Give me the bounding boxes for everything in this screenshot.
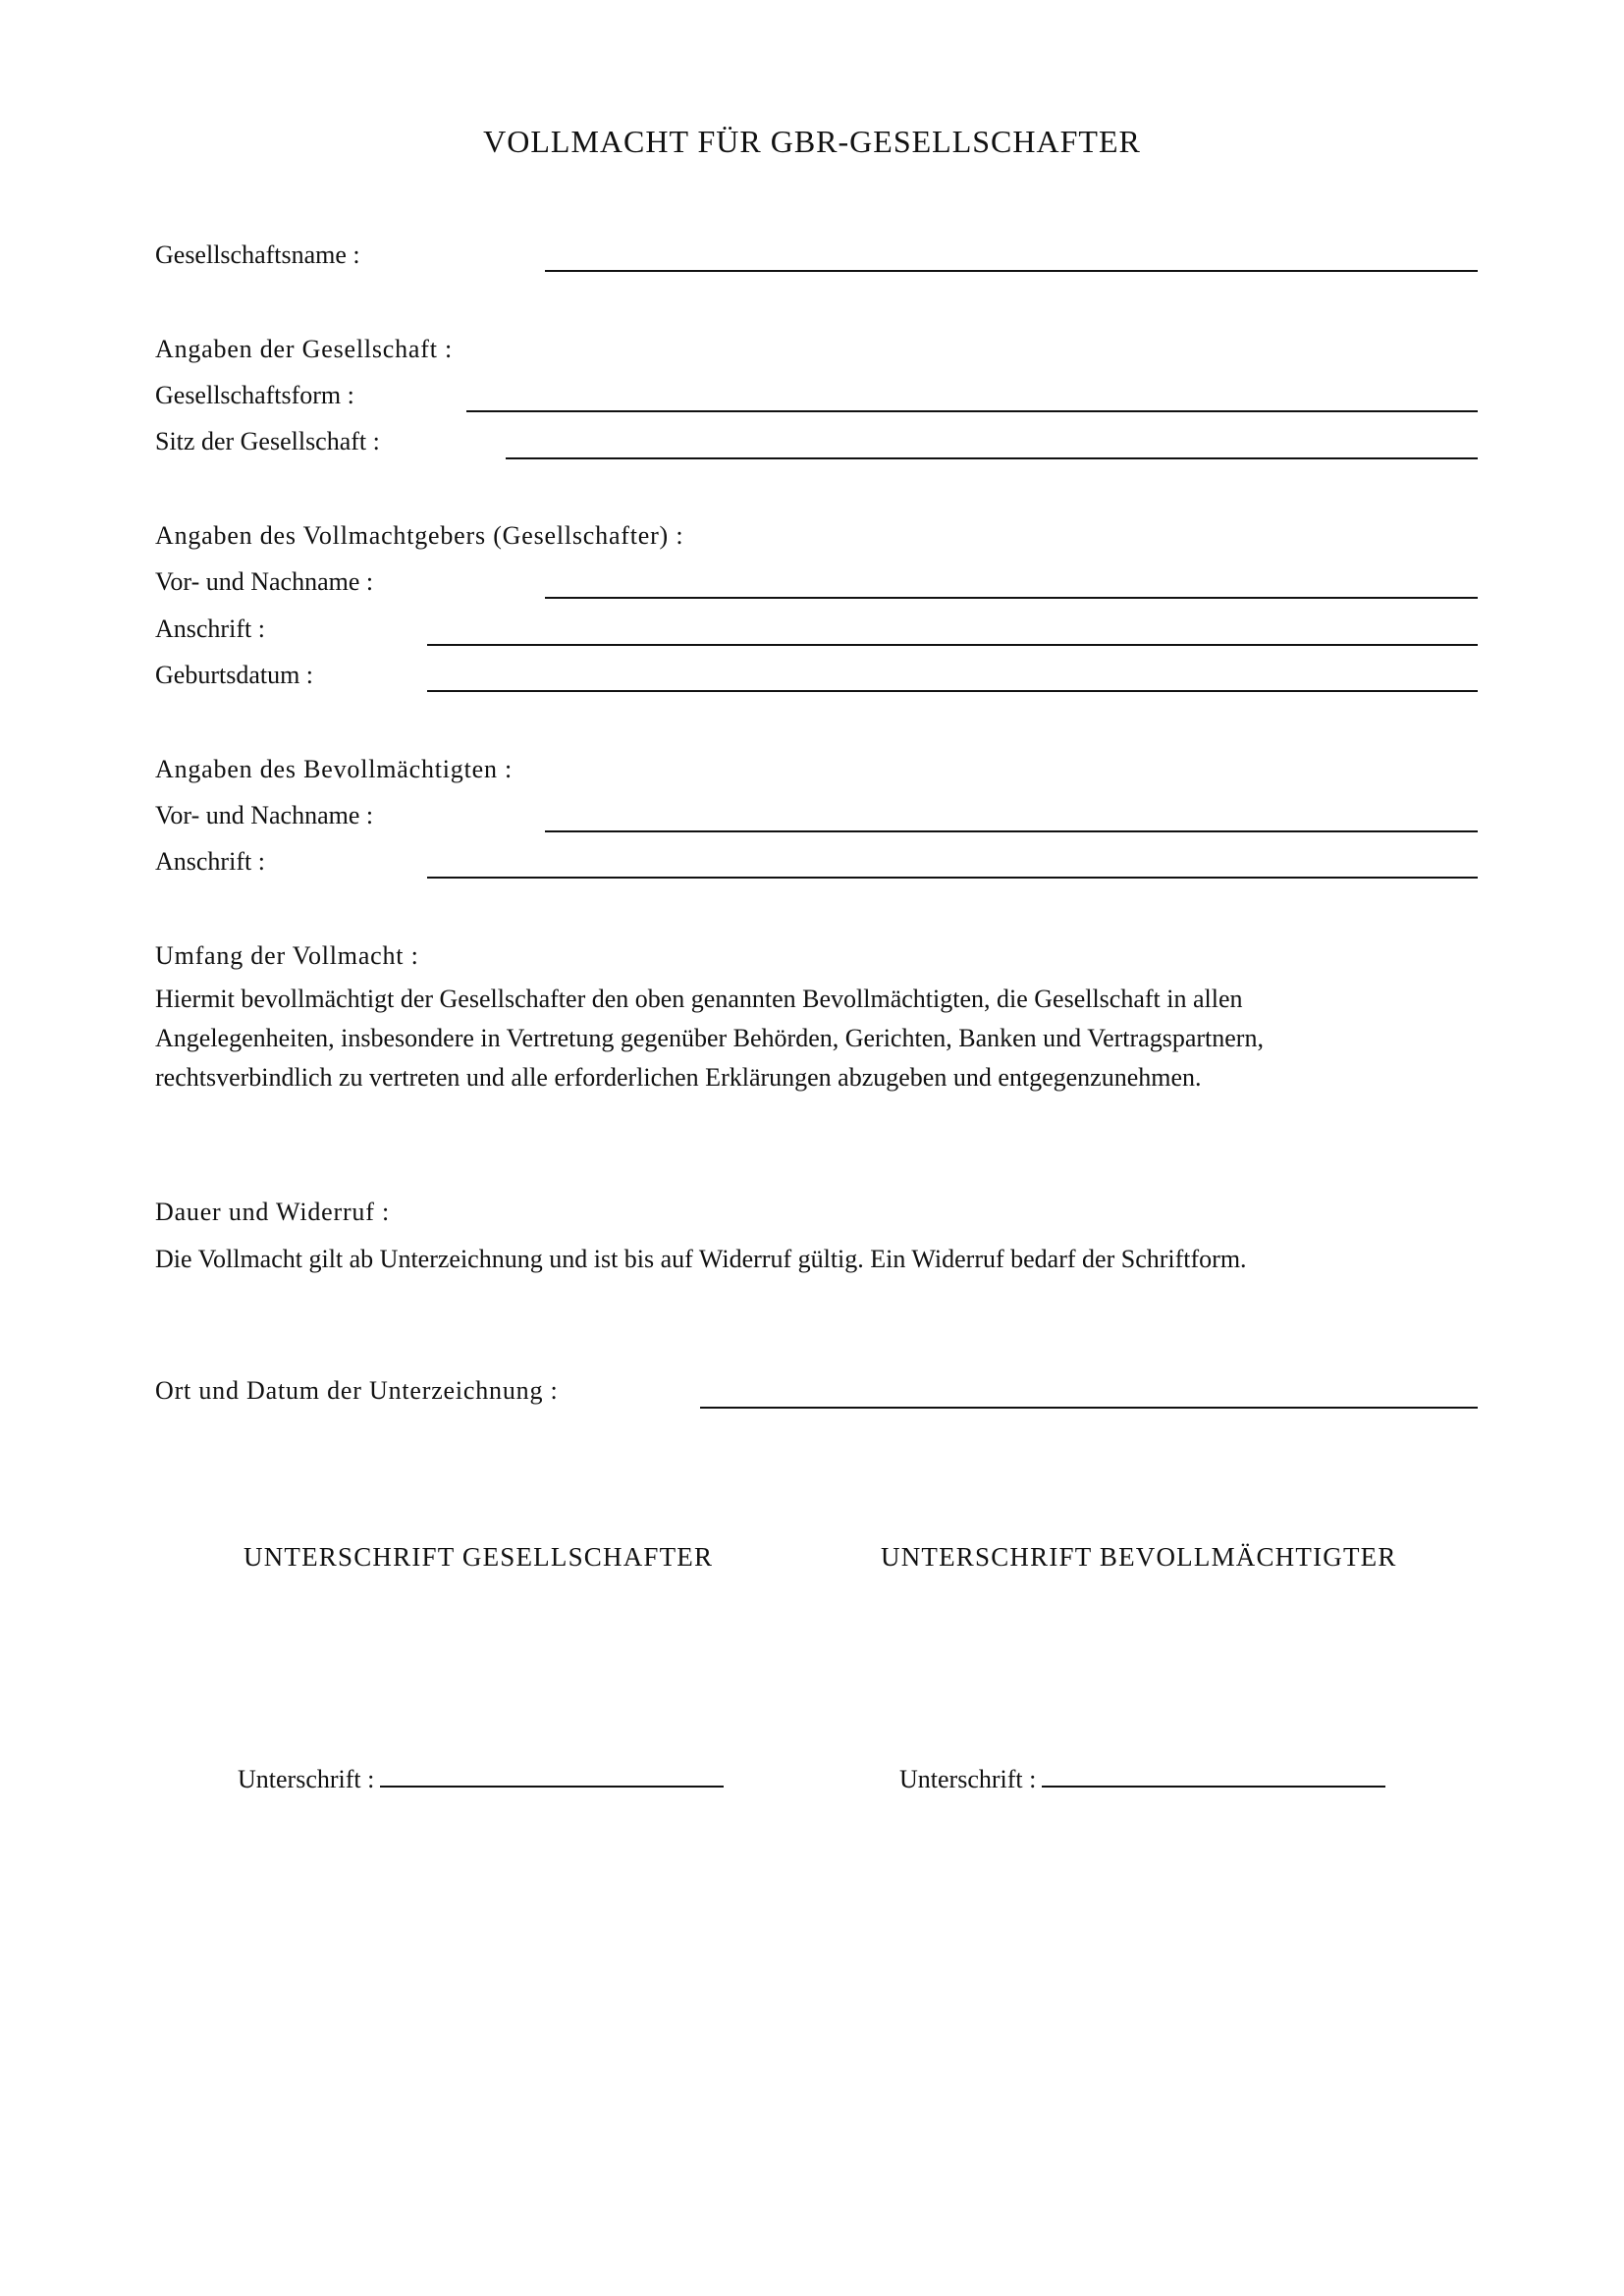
grantor-address-field[interactable] bbox=[427, 644, 1478, 646]
place-date-field[interactable] bbox=[700, 1407, 1478, 1409]
grantor-signature-heading: UNTERSCHRIFT GESELLSCHAFTER bbox=[244, 1542, 714, 1572]
document-title: VOLLMACHT FÜR GBR-GESELLSCHAFTER bbox=[483, 124, 1141, 159]
grantor-birthdate-label: Geburtsdatum : bbox=[155, 661, 314, 689]
agent-signature-field[interactable] bbox=[1042, 1766, 1385, 1788]
agent-address-field[interactable] bbox=[427, 877, 1478, 879]
company-name-label: Gesellschaftsname : bbox=[155, 240, 360, 269]
grantor-name-field[interactable] bbox=[545, 597, 1478, 599]
agent-address-label: Anschrift : bbox=[155, 847, 265, 876]
scope-text bbox=[155, 980, 1481, 1097]
grantor-signature-field[interactable] bbox=[380, 1766, 724, 1788]
company-form-field[interactable] bbox=[466, 410, 1478, 412]
grantor-heading: Angaben des Vollmachtgebers (Gesellschafter) : bbox=[155, 521, 684, 550]
scope-line: Hiermit bevollmächtigt der Gesellschafter den oben genannten Bevollmächtigten, die Gesellschaft in allen bbox=[155, 985, 1243, 1013]
place-date-label: Ort und Datum der Unterzeichnung : bbox=[155, 1376, 559, 1405]
company-seat-field[interactable] bbox=[506, 457, 1478, 459]
company-name-field[interactable] bbox=[545, 270, 1478, 272]
company-details-heading: Angaben der Gesellschaft : bbox=[155, 335, 454, 363]
duration-heading: Dauer und Widerruf : bbox=[155, 1198, 391, 1226]
grantor-signature-row bbox=[238, 1765, 724, 1794]
scope-line: Angelegenheiten, insbesondere in Vertretung gegenüber Behörden, Gerichten, Banken und Vertragspartnern, bbox=[155, 1024, 1264, 1052]
agent-signature-label: Unterschrift : bbox=[899, 1765, 1037, 1793]
company-seat-label: Sitz der Gesellschaft : bbox=[155, 427, 380, 455]
scope-heading: Umfang der Vollmacht : bbox=[155, 941, 419, 970]
duration-text: Die Vollmacht gilt ab Unterzeichnung und ist bis auf Widerruf gültig. Ein Widerruf bedarf der Schriftform. bbox=[155, 1245, 1247, 1273]
grantor-address-label: Anschrift : bbox=[155, 614, 265, 643]
grantor-birthdate-field[interactable] bbox=[427, 690, 1478, 692]
agent-heading: Angaben des Bevollmächtigten : bbox=[155, 755, 514, 783]
agent-name-label: Vor- und Nachname : bbox=[155, 801, 374, 829]
grantor-name-label: Vor- und Nachname : bbox=[155, 567, 374, 596]
agent-signature-row bbox=[899, 1765, 1385, 1794]
scope-line: rechtsverbindlich zu vertreten und alle erforderlichen Erklärungen abzugeben und entgegenzunehmen. bbox=[155, 1063, 1202, 1092]
agent-name-field[interactable] bbox=[545, 830, 1478, 832]
agent-signature-heading: UNTERSCHRIFT BEVOLLMÄCHTIGTER bbox=[881, 1542, 1397, 1572]
grantor-signature-label: Unterschrift : bbox=[238, 1765, 375, 1793]
company-form-label: Gesellschaftsform : bbox=[155, 381, 354, 409]
